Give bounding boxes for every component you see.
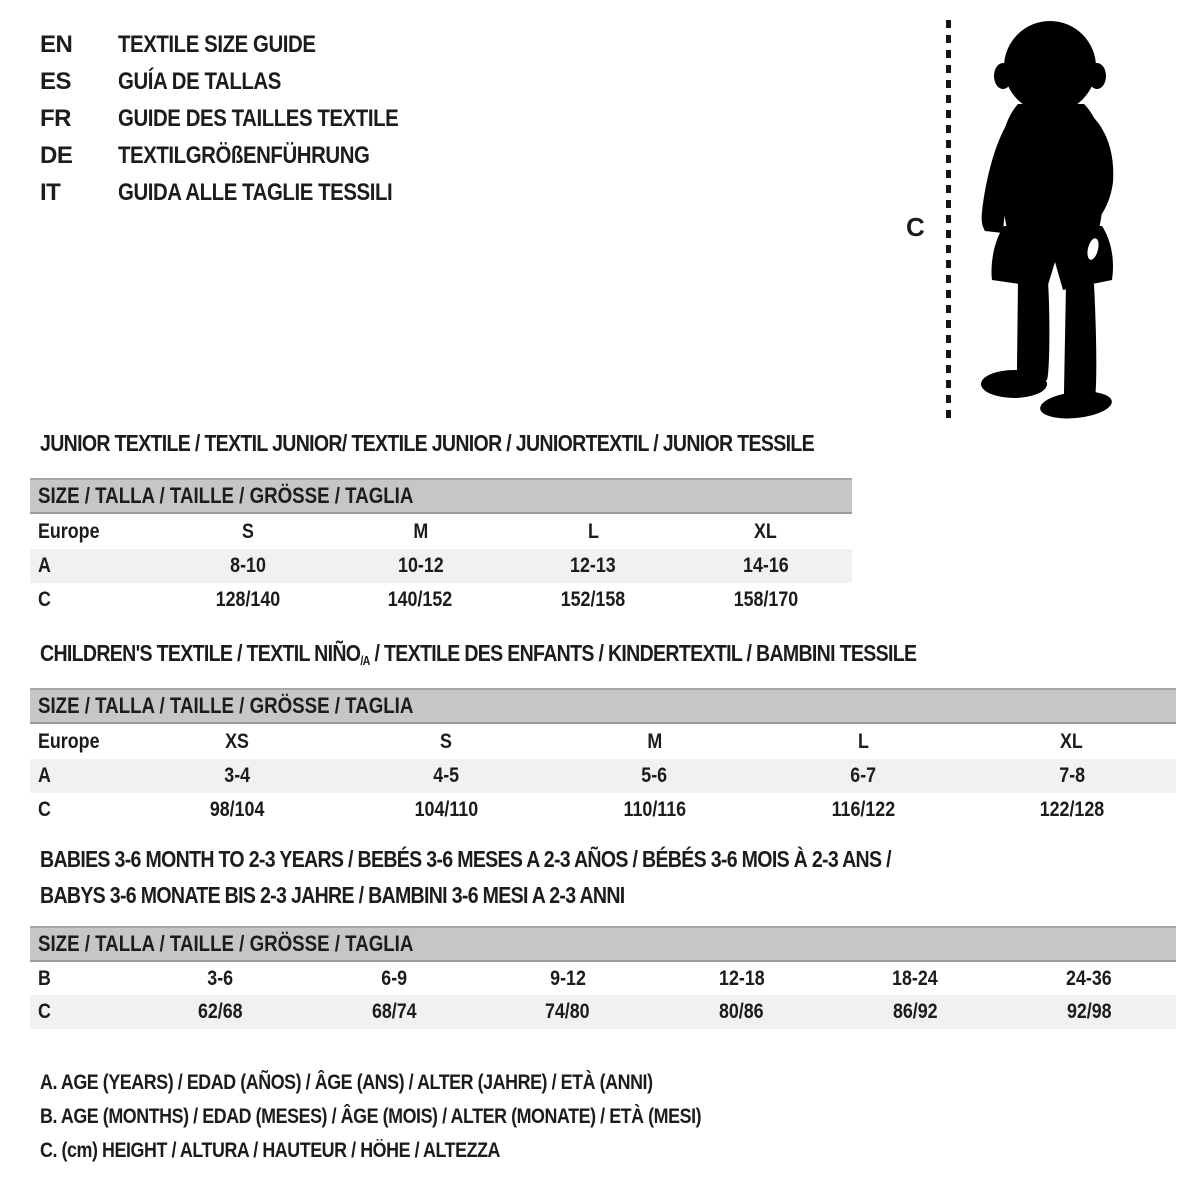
value-cell: 140/152 — [388, 588, 453, 611]
row-label: A — [38, 764, 51, 787]
children-size-table — [30, 688, 1176, 827]
value-cell: 122/128 — [1039, 798, 1104, 821]
lang-code: FR — [40, 104, 71, 132]
value-cell: 6-9 — [380, 966, 407, 990]
value-cell: 62/68 — [197, 1000, 243, 1023]
size-cell: XL — [1060, 729, 1084, 753]
legend — [40, 1066, 818, 1168]
value-cell: 152/158 — [560, 588, 626, 611]
nino-a-subscript: /A — [360, 654, 370, 668]
table-row-months — [30, 961, 1176, 995]
babies-size-table — [30, 926, 1176, 1029]
table-header-bar — [30, 479, 852, 513]
size-cell: M — [647, 729, 662, 753]
value-cell: 110/116 — [623, 798, 686, 821]
toddler-silhouette-icon — [962, 12, 1144, 422]
lang-code: ES — [40, 67, 72, 95]
size-cell: M — [412, 519, 428, 543]
value-cell: 74/80 — [545, 1000, 590, 1023]
legend-line-c — [40, 1134, 818, 1168]
height-measure-dashed-line — [946, 20, 951, 418]
row-label: C — [38, 588, 51, 611]
value-cell: 86/92 — [892, 1000, 938, 1023]
size-cell: XS — [225, 729, 250, 753]
lang-code: IT — [40, 178, 61, 206]
table-row-height — [30, 793, 1176, 827]
region-label: Europe — [38, 729, 100, 753]
value-cell: 92/98 — [1066, 1000, 1112, 1023]
row-label: A — [38, 554, 51, 577]
lang-row-es — [40, 63, 448, 100]
section-title-junior-text: JUNIOR TEXTILE / TEXTIL JUNIOR/ TEXTILE JUNIOR / JUNIORTEXTIL / JUNIOR TESSILE — [40, 430, 814, 456]
value-cell: 3-4 — [224, 764, 251, 787]
size-cell: S — [241, 519, 254, 543]
value-cell: 116/122 — [831, 798, 895, 821]
lang-label: TEXTILE SIZE GUIDE — [118, 30, 316, 58]
section-title-children-text: CHILDREN'S TEXTILE / TEXTIL NIÑO/A / TEXTILE DES ENFANTS / KINDERTEXTIL / BAMBINI TESSILE — [40, 640, 917, 668]
table-header-bar — [30, 927, 1176, 961]
region-label: Europe — [38, 519, 100, 543]
section-title-children — [40, 640, 1071, 667]
value-cell: 104/110 — [414, 798, 478, 821]
junior-size-table — [30, 478, 852, 617]
lang-label: TEXTILGRÖßENFÜHRUNG — [118, 141, 370, 169]
lang-row-en — [40, 26, 448, 63]
value-cell: 80/86 — [719, 1000, 764, 1023]
table-header-bar — [30, 689, 1176, 723]
row-label: C — [38, 798, 51, 821]
size-cell: XL — [754, 519, 778, 543]
lang-row-de — [40, 137, 448, 174]
size-row — [30, 513, 852, 549]
legend-line-b — [40, 1100, 818, 1134]
value-cell: 10-12 — [397, 554, 444, 577]
height-measure-label: C — [906, 212, 925, 242]
value-cell: 4-5 — [433, 764, 459, 787]
value-cell: 128/140 — [215, 588, 281, 611]
legend-line-a-text: A. AGE (YEARS) / EDAD (AÑOS) / ÂGE (ANS) / ALTER (JAHRE) / ETÀ (ANNI) — [40, 1071, 653, 1094]
size-header-label: SIZE / TALLA / TAILLE / GRÖSSE / TAGLIA — [38, 483, 414, 508]
row-label: B — [38, 966, 51, 990]
lang-code: EN — [40, 30, 73, 58]
value-cell: 158/170 — [733, 588, 798, 611]
table-row-age — [30, 549, 852, 583]
value-cell: 18-24 — [892, 966, 939, 990]
section-title-babies-line1-text: BABIES 3-6 MONTH TO 2-3 YEARS / BEBÉS 3-6 MESES A 2-3 AÑOS / BÉBÉS 3-6 MOIS À 2-3 ANS / — [40, 846, 891, 872]
size-header-label: SIZE / TALLA / TAILLE / GRÖSSE / TAGLIA — [38, 931, 414, 956]
legend-line-a — [40, 1066, 818, 1100]
row-label: C — [38, 1000, 51, 1023]
lang-label: GUIDE DES TAILLES TEXTILE — [118, 104, 399, 132]
section-title-babies-line2 — [40, 882, 728, 909]
table-row-age — [30, 759, 1176, 793]
value-cell: 6-7 — [850, 764, 876, 787]
size-header-label: SIZE / TALLA / TAILLE / GRÖSSE / TAGLIA — [38, 693, 414, 718]
lang-label: GUIDA ALLE TAGLIE TESSILI — [118, 178, 393, 206]
value-cell: 98/104 — [210, 798, 265, 821]
value-cell: 8-10 — [229, 554, 266, 577]
section-title-junior — [40, 430, 951, 457]
section-title-babies-line1 — [40, 846, 1041, 873]
value-cell: 9-12 — [549, 966, 586, 990]
lang-code: DE — [40, 141, 73, 169]
value-cell: 12-13 — [570, 554, 616, 577]
size-row — [30, 723, 1176, 759]
size-cell: L — [587, 519, 599, 543]
legend-line-c-text: C. (cm) HEIGHT / ALTURA / HAUTEUR / HÖHE / ALTEZZA — [40, 1139, 501, 1162]
value-cell: 68/74 — [371, 1000, 417, 1023]
value-cell: 7-8 — [1058, 764, 1085, 787]
lang-label: GUÍA DE TALLAS — [118, 67, 281, 95]
value-cell: 5-6 — [641, 764, 668, 787]
table-row-height — [30, 995, 1176, 1029]
size-cell: S — [440, 729, 452, 753]
lang-row-fr — [40, 100, 448, 137]
value-cell: 12-18 — [718, 966, 765, 990]
table-row-height — [30, 583, 852, 617]
size-cell: L — [857, 729, 869, 753]
value-cell: 14-16 — [742, 554, 789, 577]
value-cell: 3-6 — [207, 966, 233, 990]
section-title-babies-line2-text: BABYS 3-6 MONATE BIS 2-3 JAHRE / BAMBINI 3-6 MESI A 2-3 ANNI — [40, 882, 625, 908]
legend-line-b-text: B. AGE (MONTHS) / EDAD (MESES) / ÂGE (MOIS) / ALTER (MONATE) / ETÀ (MESI) — [40, 1105, 702, 1128]
lang-row-it — [40, 174, 448, 211]
language-header — [40, 26, 448, 211]
value-cell: 24-36 — [1066, 966, 1112, 990]
